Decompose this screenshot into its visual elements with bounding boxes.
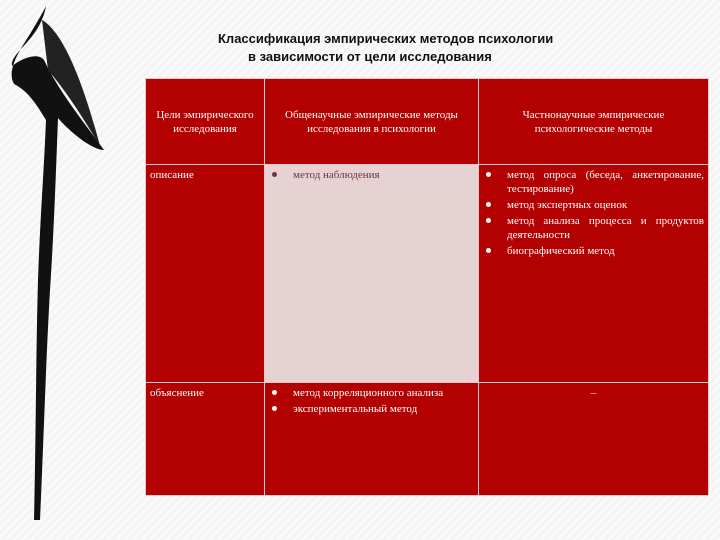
list-item: биографический метод — [483, 244, 704, 258]
goal-description: описание — [146, 165, 265, 383]
specific-methods-empty: – — [479, 383, 709, 496]
table-row — [146, 165, 709, 383]
table-row — [146, 383, 709, 496]
list-item: метод наблюдения — [269, 168, 474, 182]
general-methods-cell — [265, 165, 479, 383]
specific-methods-cell — [479, 165, 709, 383]
list-item: метод анализа процесса и продуктов деятельности — [483, 214, 704, 242]
title-line-1: Классификация эмпирических методов психологии — [218, 31, 554, 46]
table-header-row — [146, 79, 709, 165]
header-specific-methods: Частнонаучные эмпирические психологические методы — [479, 79, 709, 165]
general-methods-cell — [265, 383, 479, 496]
methods-table — [145, 78, 709, 496]
header-general-methods: Общенаучные эмпирические методы исследования в психологии — [265, 79, 479, 165]
calligraphic-ornament — [0, 0, 140, 540]
title-line-2: в зависимости от цели исследования — [248, 49, 492, 64]
header-goals: Цели эмпирического исследования — [146, 79, 265, 165]
list-item: метод корреляционного анализа — [269, 386, 474, 400]
goal-explanation: объяснение — [146, 383, 265, 496]
list-item: метод опроса (беседа, анкетирование, тестирование) — [483, 168, 704, 196]
list-item: метод экспертных оценок — [483, 198, 704, 212]
slide-title — [210, 30, 610, 66]
list-item: экспериментальный метод — [269, 402, 474, 416]
